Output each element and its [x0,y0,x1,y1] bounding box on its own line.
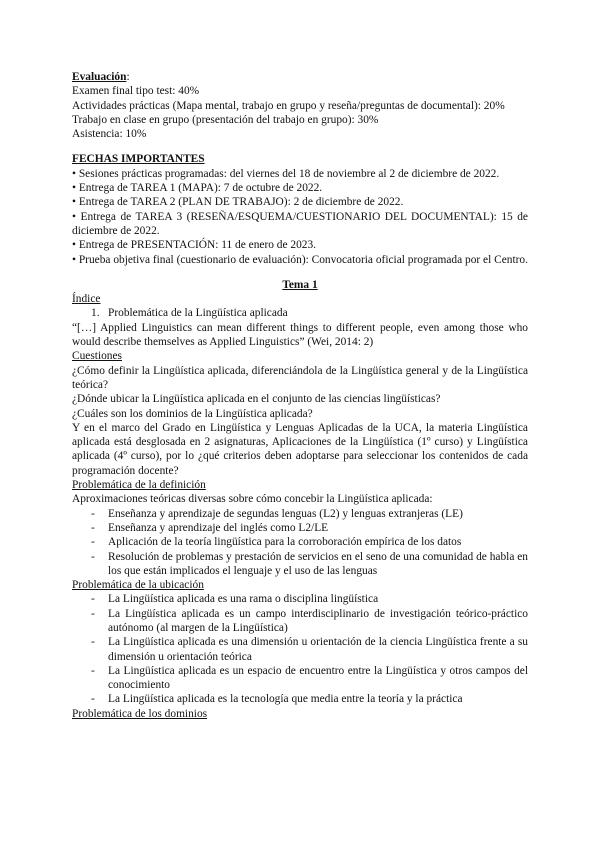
list-item: - La Lingüística aplicada es una dimensión u orientación de la ciencia Lingüística frente a su dimensión u orientación teórica [91,636,528,663]
definicion-list [72,507,528,578]
fechas-item: • Entrega de TAREA 1 (MAPA): 7 de octubre de 2022. [72,182,323,195]
cuestion-item: ¿Cuáles son los dominios de la Lingüística aplicada? [72,407,313,420]
evaluacion-line-attendance: Asistencia: 10% [72,128,147,141]
dash-bullet: - [91,664,95,677]
definicion-intro: Aproximaciones teóricas diversas sobre cómo concebir la Lingüística aplicada: [72,493,433,506]
fechas-item: • Entrega de PRESENTACIÓN: 11 de enero de 2023. [72,239,317,252]
dash-bullet: - [91,607,95,620]
evaluacion-line-group-work: Trabajo en clase en grupo (presentación del trabajo en grupo): 30% [72,113,379,126]
list-item: - La Lingüística aplicada es un espacio de encuentro entre la Lingüística y otros campos del conocimiento [91,664,528,692]
ubicacion-list [72,592,528,706]
list-item: - Enseñanza y aprendizaje de segundas lenguas (L2) y lenguas extranjeras (LE) [91,507,463,520]
indice-item-text: Problemática de la Lingüística aplicada [108,307,288,320]
dash-bullet: - [91,693,95,706]
indice-item [72,306,528,320]
fechas-item: • Sesiones prácticas programadas: del viernes del 18 de noviembre al 2 de diciembre de 2022. [72,167,500,180]
tema-title: Tema 1 [282,278,318,291]
dash-bullet: - [91,636,95,649]
dash-bullet: - [91,536,95,549]
indice-list [72,306,528,320]
evaluacion-heading: Evaluación [72,71,127,83]
fechas-item: • Entrega de TAREA 3 (RESEÑA/ESQUEMA/CUESTIONARIO DEL DOCUMENTAL): 15 de diciembre de 2022. [72,210,528,237]
fechas-item: • Prueba objetiva final (cuestionario de evaluación): Convocatoria oficial programada por el Centro. [72,253,528,266]
list-item: - Aplicación de la teoría lingüística para la corroboración empírica de los datos [91,536,462,549]
evaluacion-colon: : [126,71,130,83]
fechas-item: • Entrega de TAREA 2 (PLAN DE TRABAJO): 2 de diciembre de 2022. [72,196,404,209]
cuestiones-label: Cuestiones [72,350,122,363]
dash-bullet: - [91,507,95,520]
dash-bullet: - [91,550,95,563]
list-item: - La Lingüística aplicada es una rama o disciplina lingüística [91,593,379,606]
dash-bullet: - [91,521,95,534]
indice-item-number: 1. [91,307,100,320]
ubicacion-label: Problemática de la ubicación [72,579,204,592]
dash-bullet: - [91,593,95,606]
cuestion-item: ¿Dónde ubicar la Lingüística aplicada en el conjunto de las ciencias lingüísticas? [72,393,441,406]
dominios-label: Problemática de los dominios [72,707,208,720]
cuestion-item: Y en el marco del Grado en Lingüística y Lenguas Aplicadas de la UCA, la materia Lingüística aplicada está desglosada en 2 asignaturas, Aplicaciones de la Lingüística (1º curso) y Lingüística aplicada (4º curso), por lo ¿qué criterios deben adoptarse para seleccionar los contenidos de cada programación docente? [72,421,528,477]
quote-wei: “[…] Applied Linguistics can mean different things to different people, even among those who would describe themselves as Applied Linguistics” (Wei, 2014: 2) [72,321,528,349]
document-page [72,70,528,721]
fechas-heading: FECHAS IMPORTANTES [72,153,205,166]
list-item: - Enseñanza y aprendizaje del inglés como L2/LE [91,521,329,534]
evaluacion-line-exam: Examen final tipo test: 40% [72,85,200,98]
list-item: - La Lingüística aplicada es un campo interdisciplinario de investigación teórico-práctico autónomo (al margen de la Lingüística) [91,607,528,634]
cuestion-item: ¿Cómo definir la Lingüística aplicada, diferenciándola de la Lingüística general y de la Lingüística teórica? [72,364,528,391]
evaluacion-heading-line [72,70,528,84]
definicion-label: Problemática de la definición [72,479,206,492]
evaluacion-line-activities: Actividades prácticas (Mapa mental, trabajo en grupo y reseña/preguntas de documental): 20% [72,99,505,112]
list-item: - La Lingüística aplicada es la tecnología que media entre la teoría y la práctica [91,693,463,706]
list-item: - Resolución de problemas y prestación de servicios en el seno de una comunidad de habla en los que están implicados el lenguaje y el uso de las lenguas [91,550,528,577]
indice-label: Índice [72,293,101,306]
